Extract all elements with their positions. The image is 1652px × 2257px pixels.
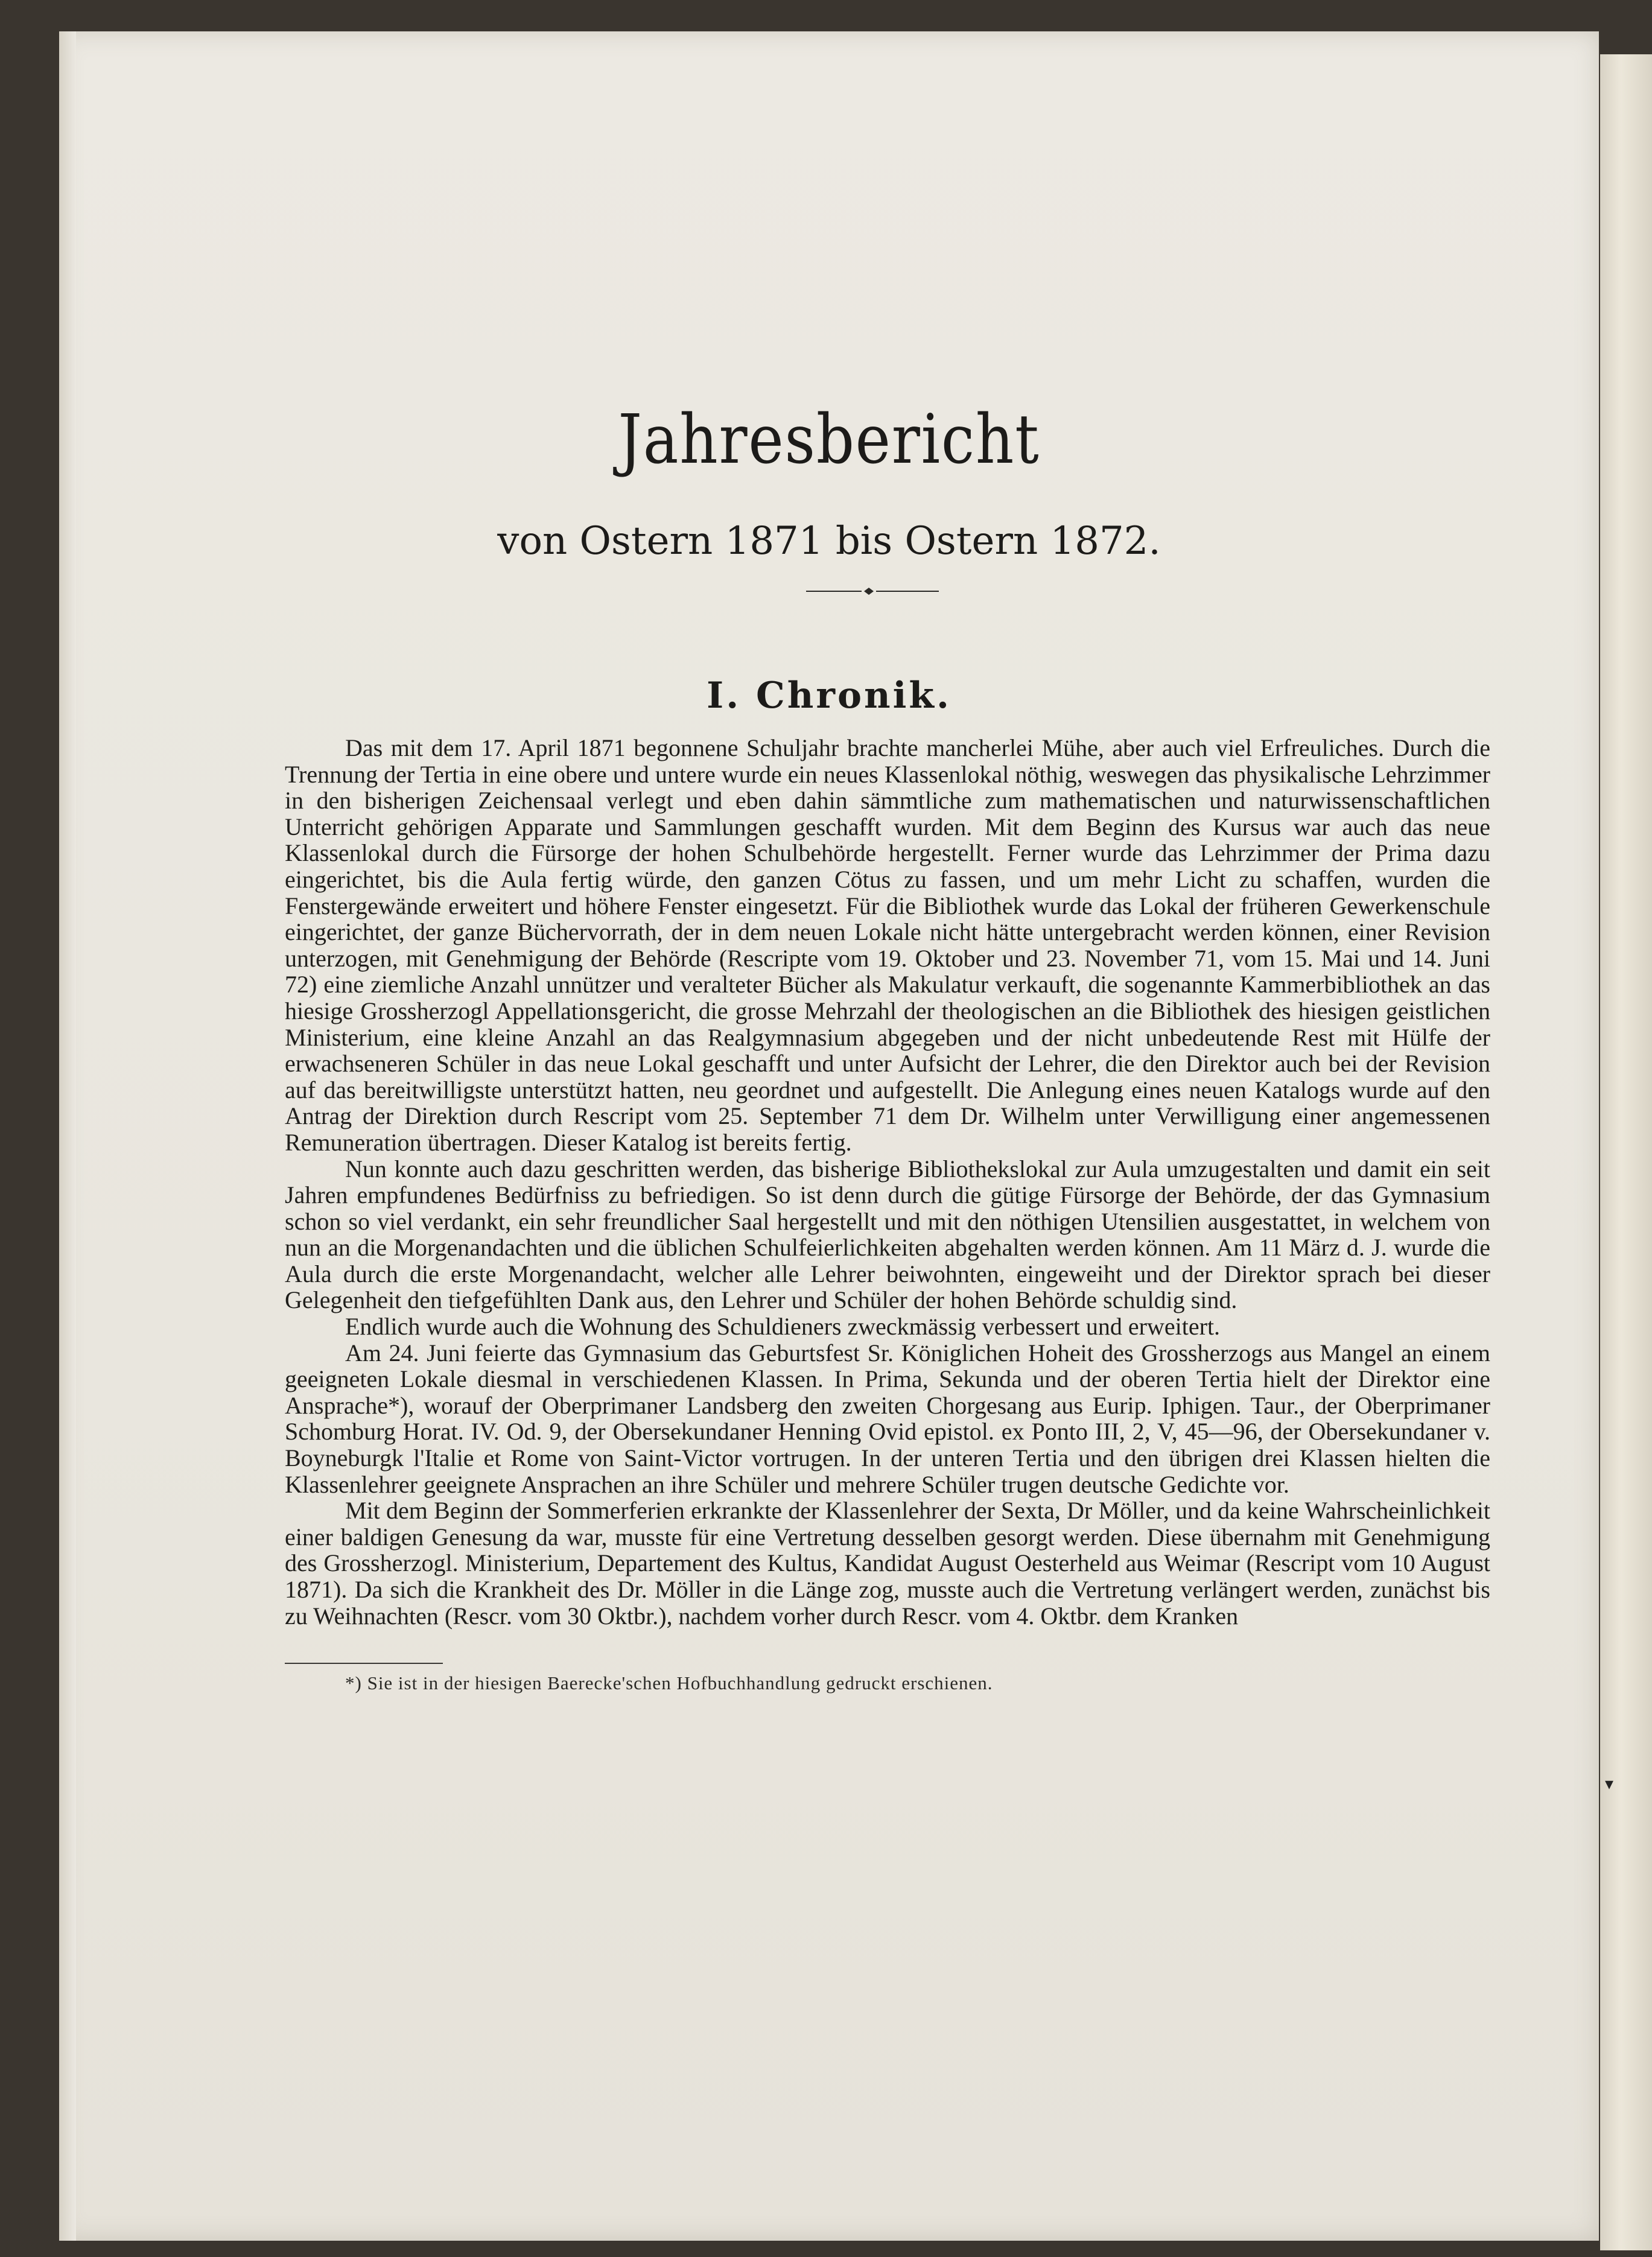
section-heading: I. Chronik. [707,675,951,717]
body-text [285,735,1490,1629]
document-page [59,31,1599,2241]
paragraph: Nun konnte auch dazu geschritten werden, das bisherige Bibliothekslokal zur Aula umzugestalten und damit ein seit Jahren empfundenes Bedürfniss zu befriedigen. So ist denn durch die gütige Fürsorge der Behörde, der das Gymnasium schon so viel verdankt, ein sehr freundlicher Saal hergestellt und mit den nöthigen Utensilien ausgestattet, in welchem von nun an die Morgenandachten und die üblichen Schulfeierlichkeiten abgehalten werden können. Am 11 März d. J. wurde die Aula durch die erste Morgenandacht, welcher alle Lehrer beiwohnten, eingeweiht und der Direktor sprach bei dieser Gelegenheit den tiefgefühlten Dank aus, den Lehrer und Schüler der hohen Behörde schuldig sind. [285,1155,1490,1314]
adjacent-page-mark: ▾ [1605,1775,1614,1794]
ornament-divider-icon [806,585,939,597]
paragraph: Am 24. Juni feierte das Gymnasium das Geburtsfest Sr. Königlichen Hoheit des Grossherzogs aus Mangel an einem geeigneten Lokale diesmal in verschiedenen Klassen. In Prima, Sekunda und der oberen Tertia hielt der Direktor eine Ansprache*), worauf der Oberprimaner Landsberg den zweiten Chorgesang aus Eurip. Iphigen. Taur., der Oberprimaner Schomburg Horat. IV. Od. 9, der Obersekundaner Henning Ovid epistol. ex Ponto III, 2, V, 45—96, der Obersekundaner v. Boyneburgk l'Italie et Rome von Saint-Victor vortrugen. In der unteren Tertia und den übrigen drei Klassen hielten die Klassenlehrer geeignete Ansprachen an ihre Schüler und mehrere Schüler trugen deutsche Gedichte vor. [285,1339,1490,1498]
paragraph: Mit dem Beginn der Sommerferien erkrankte der Klassenlehrer der Sexta, Dr Möller, und da keine Wahrscheinlichkeit einer baldigen Genesung da war, musste für eine Vertretung desselben gesorgt werden. Diese übernahm mit Genehmigung des Grossherzogl. Ministerium, Departement des Kultus, Kandidat August Oesterheld aus Weimar (Rescript vom 10 August 1871). Da sich die Krankheit des Dr. Möller in die Länge zog, musste auch die Vertretung verlängert werden, zunächst bis zu Weihnachten (Rescr. vom 30 Oktbr.), nachdem vorher durch Rescr. vom 4. Oktbr. dem Kranken [285,1497,1490,1630]
footnote-rule [285,1663,443,1664]
page-title: Jahresbericht [618,401,1040,479]
paragraph: Das mit dem 17. April 1871 begonnene Schuljahr brachte mancherlei Mühe, aber auch viel Erfreuliches. Durch die Trennung der Tertia in eine obere und untere wurde ein neues Klassenlokal nöthig, weswegen das physikalische Lehrzimmer in den bisherigen Zeichensaal verlegt und eben dahin sämmtliche zum mathematischen und naturwissenschaftlichen Unterricht gehörigen Apparate und Sammlungen geschafft wurden. Mit dem Beginn des Kursus war auch das neue Klassenlokal durch die Fürsorge der hohen Schulbehörde hergestellt. Ferner wurde das Lehrzimmer der Prima dazu eingerichtet, bis die Aula fertig würde, den ganzen Cötus zu fassen, und um mehr Licht zu schaffen, wurden die Fenstergewände erweitert und höhere Fenster eingesetzt. Für die Bibliothek wurde das Lokal der früheren Gewerkenschule eingerichtet, der ganze Büchervorrath, der in dem neuen Lokale nicht hätte untergebracht werden können, einer Revision unterzogen, mit Genehmigung der Behörde (Rescripte vom 19. Oktober und 23. November 71, vom 15. Mai und 14. Juni 72) eine ziemliche Anzahl unnützer und veralteter Bücher als Makulatur verkauft, die sogenannte Kammerbibliothek an das hiesige Grossherzogl Appellationsgericht, die grosse Mehrzahl der theologischen an die Bibliothek des hiesigen geistlichen Ministerium, eine kleine Anzahl an das Realgymnasium abgegeben und der nicht unbedeutende Rest mit Hülfe der erwachseneren Schüler in das neue Lokal geschafft und unter Aufsicht der Lehrer, die den Direktor auch bei der Revision auf das bereitwilligste unterstützt hatten, neu geordnet und aufgestellt. Die Anlegung eines neuen Katalogs wurde auf den Antrag der Direktion durch Rescript vom 25. September 71 dem Dr. Wilhelm unter Verwilligung einer angemessenen Remuneration übertragen. Dieser Katalog ist bereits fertig. [285,734,1490,1156]
paragraph: Endlich wurde auch die Wohnung des Schuldieners zweckmässig verbessert und erweitert. [345,1313,1221,1341]
footnote: *) Sie ist in der hiesigen Baerecke'schen Hofbuchhandlung gedruckt erschienen. [345,1672,993,1694]
page-binding-edge [59,31,76,2241]
page-subtitle: von Ostern 1871 bis Ostern 1872. [497,519,1161,563]
adjacent-page-edge [1600,54,1652,2250]
